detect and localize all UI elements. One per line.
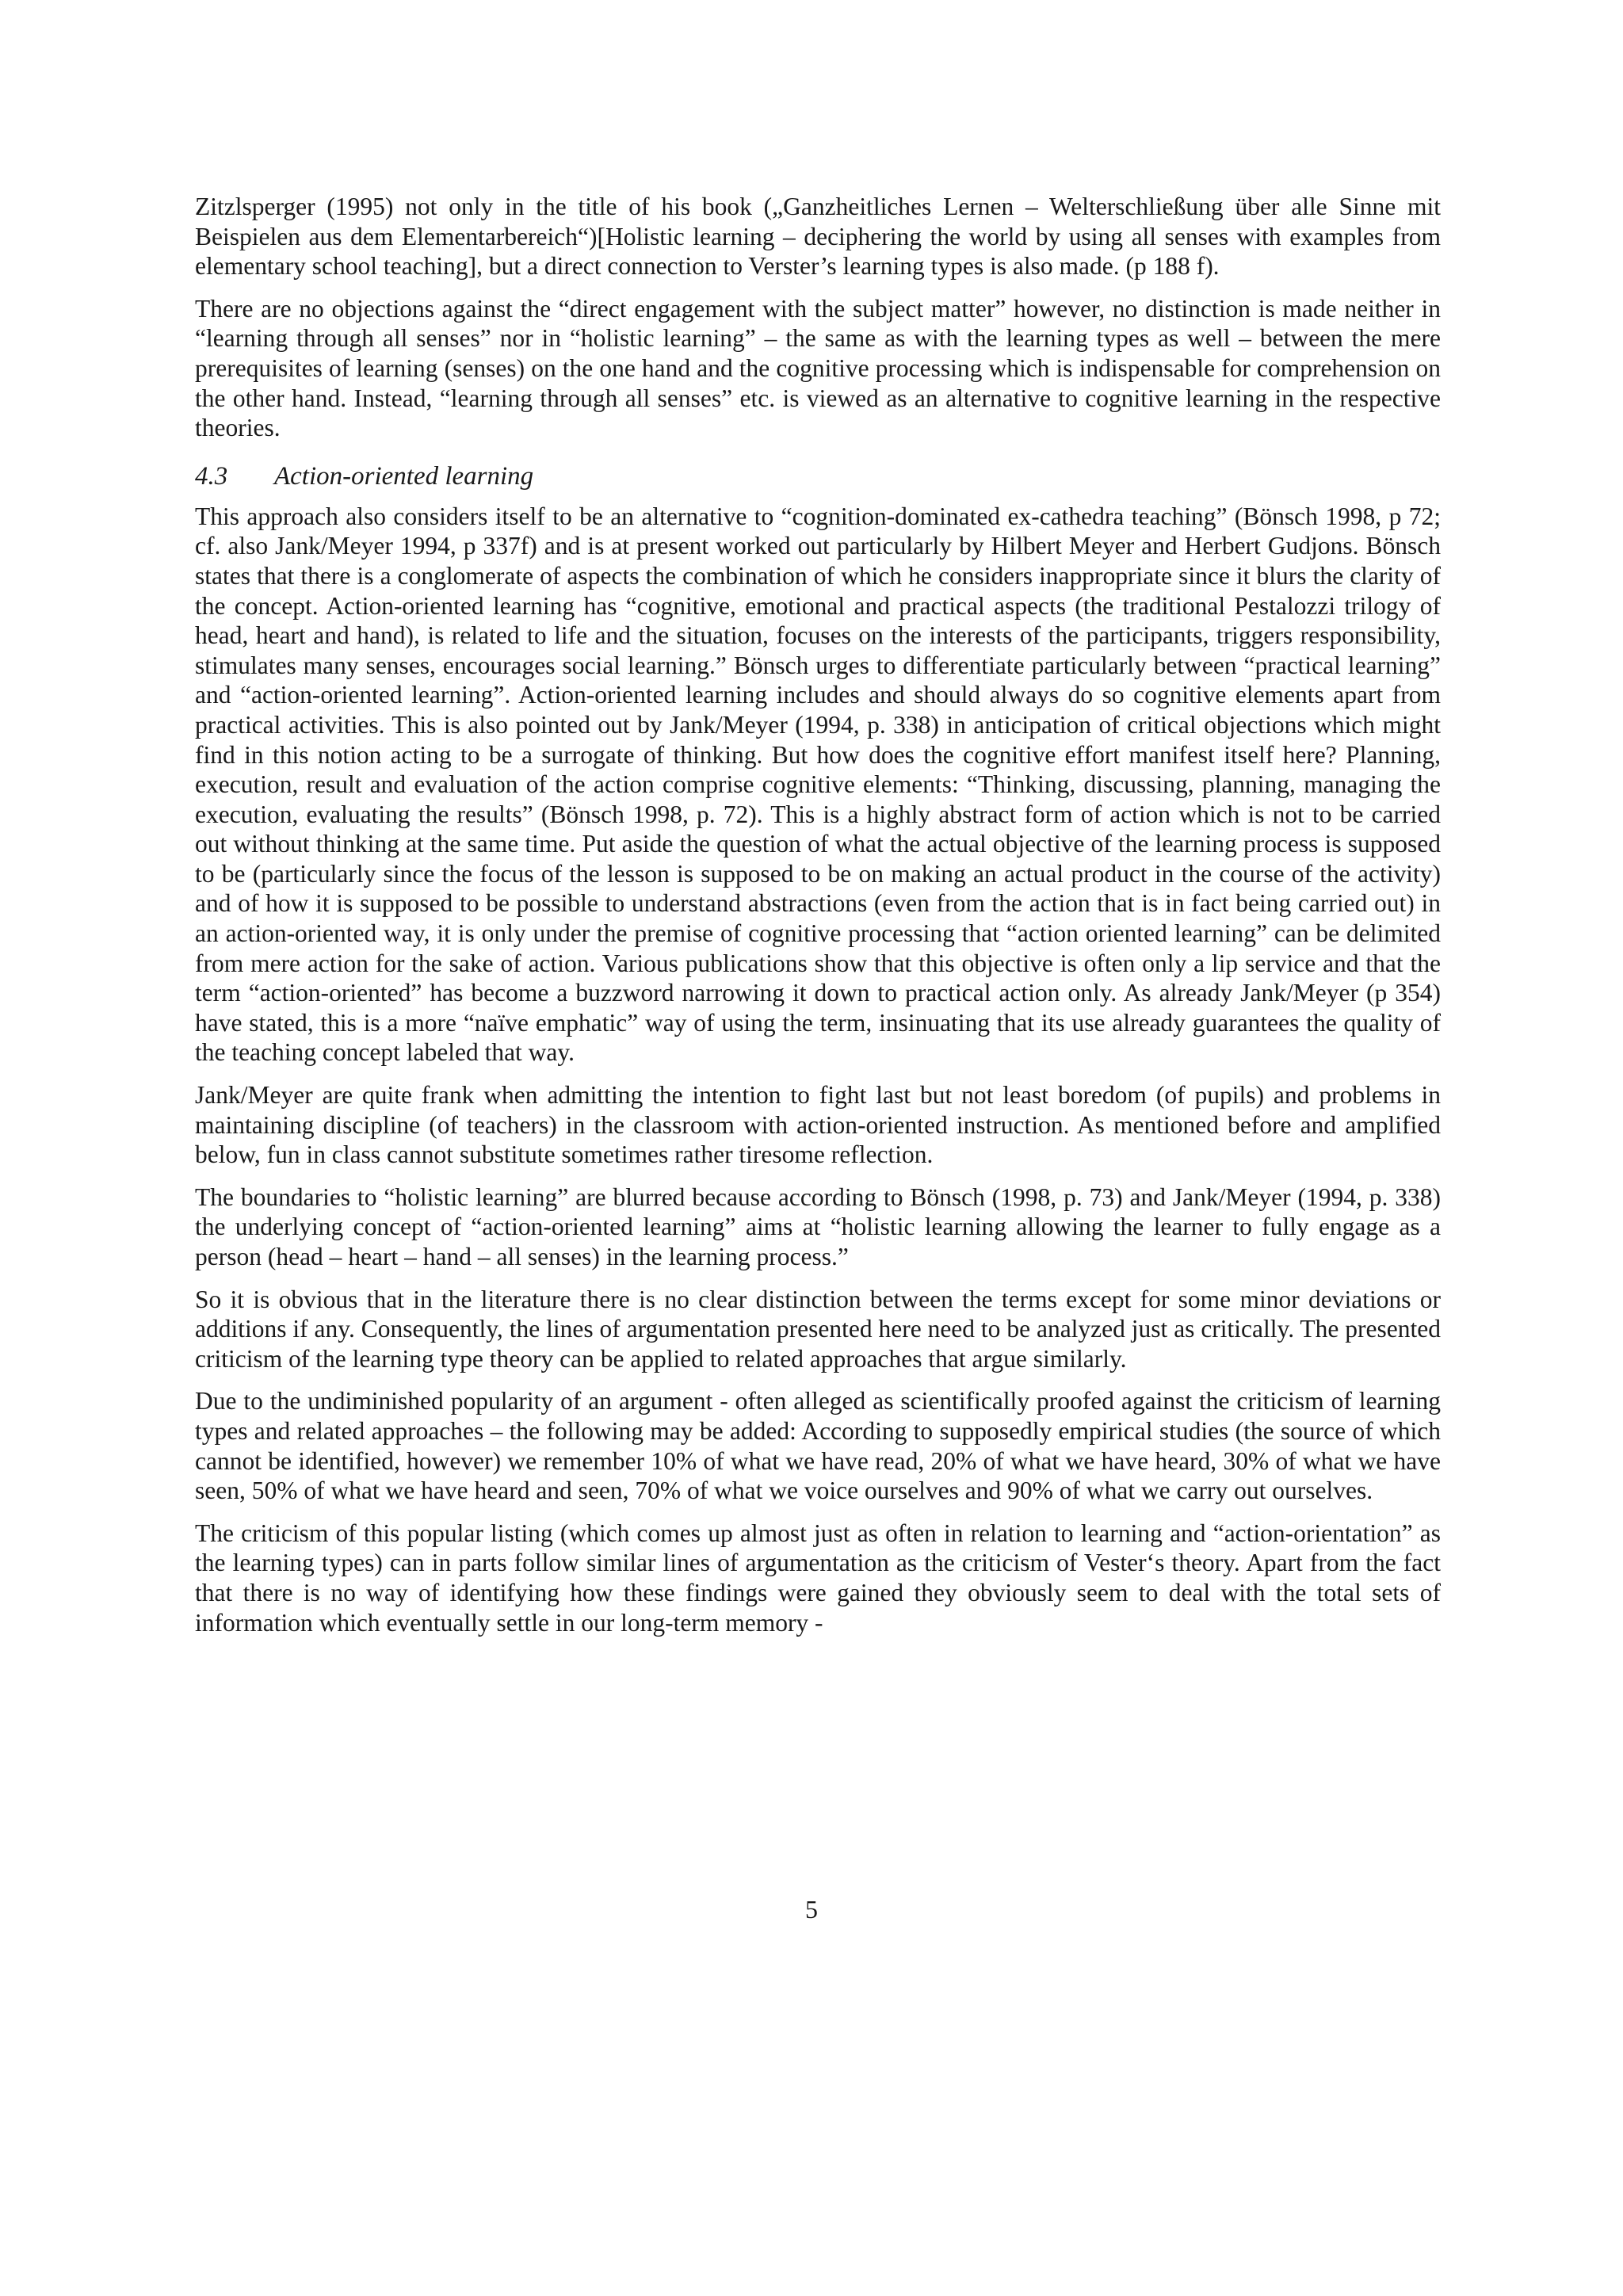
page-number: 5 — [805, 1895, 818, 1924]
paragraph-jank-meyer: Jank/Meyer are quite frank when admitting the intention to fight last but not least boredom (of pupils) and problems in maintaining discipline (of teachers) in the classroom with action-oriented instruction. As mentioned before and amplified below, fun in class cannot substitute sometimes rather tiresome reflection. — [195, 1081, 1441, 1169]
section-title: Action-oriented learning — [274, 461, 534, 491]
paragraph-obvious: So it is obvious that in the literature there is no clear distinction between the terms except for some minor deviations or additions if any. Consequently, the lines of argumentation presented here need to be analyzed just as critically. The presented criticism of the learning type theory can be applied to related approaches that argue similarly. — [195, 1285, 1441, 1373]
paragraph-approach: This approach also considers itself to be an alternative to “cognition-dominated ex-cathedra teaching” (Bönsch 1998, p 72; cf. also Jank/Meyer 1994, p 337f) and is at present worked out particularly by Hilbert Meyer and Herbert Gudjons. Bönsch states that there is a conglomerate of aspects the combination of which he considers inappropriate since it blurs the clarity of the concept. Action-oriented learning has “cognitive, emotional and practical aspects (the traditional Pestalozzi trilogy of head, heart and hand), is related to life and the situation, focuses on the interests of the participants, triggers responsibility, stimulates many senses, encourages social learning.” Bönsch urges to differentiate particularly between “practical learning” and “action-oriented learning”. Action-oriented learning includes and should always do so cognitive elements apart from practical activities. This is also pointed out by Jank/Meyer (1994, p. 338) in anticipation of critical objections which might find in this notion acting to be a surrogate of thinking. But how does the cognitive effort manifest itself here? Planning, execution, result and evaluation of the action comprise cognitive elements: “Thinking, discussing, planning, managing the execution, evaluating the results” (Bönsch 1998, p. 72). This is a highly abstract form of action which is not to be carried out without thinking at the same time. Put aside the question of what the actual objective of the learning process is supposed to be (particularly since the focus of the lesson is supposed to be on making an actual product in the course of the activity) and of how it is supposed to be possible to understand abstractions (even from the action that is in fact being carried out) in an action-oriented way, it is only under the premise of cognitive processing that “action oriented learning” can be delimited from mere action for the sake of action. Various publications show that this objective is often only a lip service and that the term “action-oriented” has become a buzzword narrowing it down to practical action only. As already Jank/Meyer (p 354) have stated, this is a more “naïve emphatic” way of using the term, insinuating that its use already guarantees the quality of the teaching concept labeled that way. — [195, 502, 1441, 1067]
section-heading — [195, 460, 1441, 492]
paragraph-boundaries: The boundaries to “holistic learning” are blurred because according to Bönsch (1998, p. 73) and Jank/Meyer (1994, p. 338) the underlying concept of “action-oriented learning” aims at “holistic learning allowing the learner to fully engage as a person (head – heart – hand – all senses) in the learning process.” — [195, 1182, 1441, 1270]
paragraph-criticism: The criticism of this popular listing (which comes up almost just as often in relation to learning and “action-orientation” as the learning types) can in parts follow similar lines of argumentation as the criticism of Vester‘s theory. Apart from the fact that there is no way of identifying how these findings were gained they obviously seem to deal with the total sets of information which eventually settle in our long-term memory - — [195, 1519, 1441, 1637]
paragraph-popularity: Due to the undiminished popularity of an argument - often alleged as scientifically proofed against the criticism of learning types and related approaches – the following may be added: According to supposedly empirical studies (the source of which cannot be identified, however) we remember 10% of what we have read, 20% of what we have heard, 30% of what we have seen, 50% of what we have heard and seen, 70% of what we voice ourselves and 90% of what we carry out ourselves. — [195, 1387, 1441, 1505]
paragraph-zitzlsperger: Zitzlsperger (1995) not only in the title of his book („Ganzheitliches Lernen – Welterschließung über alle Sinne mit Beispielen aus dem Elementarbereich“)[Holistic learning – deciphering the world by using all senses with examples from elementary school teaching], but a direct connection to Verster’s learning types is also made. (p 188 f). — [195, 193, 1441, 281]
section-number: 4.3 — [195, 461, 228, 491]
document-page — [195, 192, 1441, 1650]
paragraph-no-objections: There are no objections against the “direct engagement with the subject matter” however, no distinction is made neither in “learning through all senses” nor in “holistic learning” – the same as with the learning types as well – between the mere prerequisites of learning (senses) on the one hand and the cognitive processing which is indispensable for comprehension on the other hand. Instead, “learning through all senses” etc. is viewed as an alternative to cognitive learning in the respective theories. — [195, 294, 1441, 442]
